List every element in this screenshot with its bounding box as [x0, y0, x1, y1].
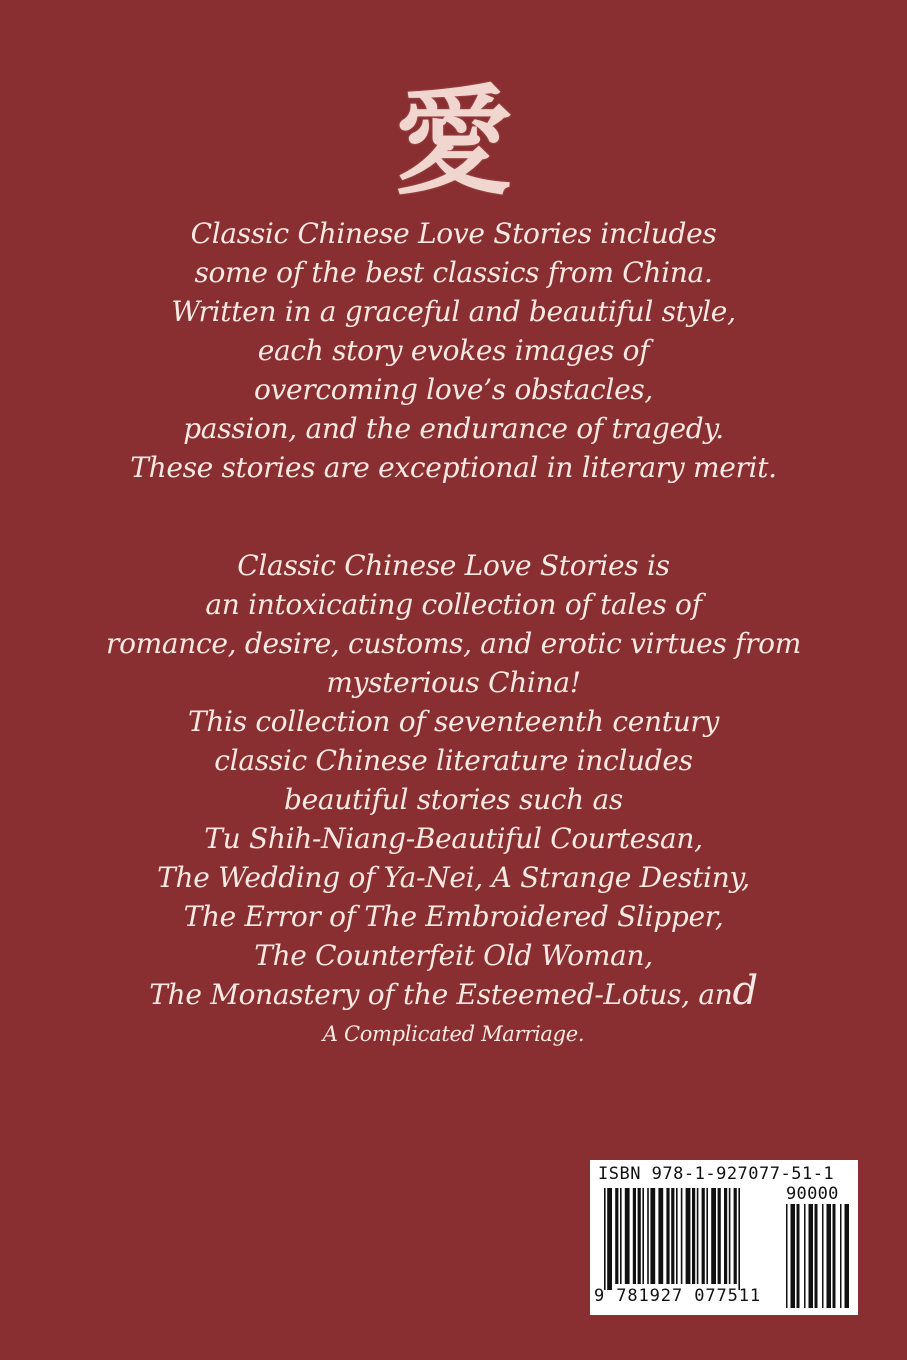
barcode-bar: [650, 1188, 655, 1284]
monastery-title-text: The Monastery of the Esteemed-Lotus, an: [149, 978, 733, 1011]
barcode-bar: [658, 1188, 663, 1284]
barcode-bar: [633, 1188, 636, 1284]
story-title-line: [80, 968, 827, 1014]
barcode-bar: [697, 1188, 699, 1284]
description-line: Classic Chinese Love Stories includes: [190, 217, 717, 250]
barcode-bar: [607, 1188, 612, 1290]
barcode-bar: [620, 1188, 622, 1284]
barcode-bar: [692, 1188, 695, 1284]
barcode-bar: [625, 1188, 630, 1284]
ean-bars-group: [604, 1188, 740, 1290]
addon-bar: [822, 1204, 824, 1308]
barcode-bar: [686, 1188, 691, 1284]
price-addon-code: 90000: [786, 1184, 839, 1204]
isbn-barcode: [590, 1160, 858, 1315]
description-paragraph-2: [80, 546, 827, 1054]
barcode-bar: [718, 1188, 721, 1284]
barcode-bar: [615, 1188, 618, 1284]
barcode-bar: [706, 1188, 708, 1284]
barcode-bar: [681, 1188, 683, 1284]
description-line: classic Chinese literature includes: [214, 744, 693, 777]
description-line: romance, desire, customs, and erotic virtues from: [106, 627, 801, 660]
addon-bar: [791, 1204, 796, 1308]
barcode-bar: [738, 1188, 740, 1290]
isbn-label: ISBN 978-1-927077-51-1: [598, 1164, 835, 1184]
description-line: Classic Chinese Love Stories is: [237, 549, 670, 582]
barcode-bar: [676, 1188, 678, 1284]
ean-digits: 9 781927 077511: [594, 1286, 762, 1306]
barcode-bar: [666, 1188, 669, 1284]
barcode-bar: [638, 1188, 641, 1284]
barcode-bar: [647, 1188, 649, 1284]
description-line: This collection of seventeenth century: [187, 705, 720, 738]
barcode-bar: [642, 1188, 644, 1284]
barcode-bar: [711, 1188, 716, 1284]
barcode-bar: [734, 1188, 737, 1284]
addon-bar: [815, 1204, 818, 1308]
story-title-line: The Error of The Embroidered Slipper,: [183, 900, 724, 933]
love-character-emblem: 愛: [394, 73, 513, 211]
barcode-bar: [702, 1188, 705, 1284]
addon-bar: [827, 1204, 832, 1308]
barcode-bar: [729, 1188, 731, 1284]
barcode-bar: [604, 1188, 606, 1290]
description-line: some of the best classics from China.: [194, 256, 713, 289]
story-title-line-last: A Complicated Marriage.: [322, 1022, 585, 1046]
description-line: passion, and the endurance of tragedy.: [183, 412, 724, 445]
description-line: Written in a graceful and beautiful style,: [171, 295, 736, 328]
addon-bars-group: [786, 1204, 849, 1308]
description-line: overcoming love’s obstacles,: [253, 373, 654, 406]
addon-bar: [840, 1204, 842, 1308]
description-line: each story evokes images of: [257, 334, 650, 367]
addon-bar: [797, 1204, 800, 1308]
addon-bar: [809, 1204, 814, 1308]
addon-bar: [786, 1204, 788, 1308]
description-line: mysterious China!: [326, 666, 581, 699]
description-line: an intoxicating collection of tales of: [205, 588, 702, 621]
addon-bar: [833, 1204, 836, 1308]
description-paragraph-1: [80, 214, 827, 487]
story-title-line: Tu Shih-Niang-Beautiful Courtesan,: [204, 822, 703, 855]
barcode-bar: [671, 1188, 674, 1284]
description-line: These stories are exceptional in literary merit.: [130, 451, 777, 484]
addon-bar: [804, 1204, 806, 1308]
addon-bar: [845, 1204, 850, 1308]
story-title-line: The Wedding of Ya-Nei, A Strange Destiny,: [157, 861, 750, 894]
story-title-line: The Counterfeit Old Woman,: [254, 939, 653, 972]
description-line: beautiful stories such as: [284, 783, 623, 816]
barcode-bar: [724, 1188, 727, 1284]
oversized-letter-d: d: [732, 968, 758, 1014]
